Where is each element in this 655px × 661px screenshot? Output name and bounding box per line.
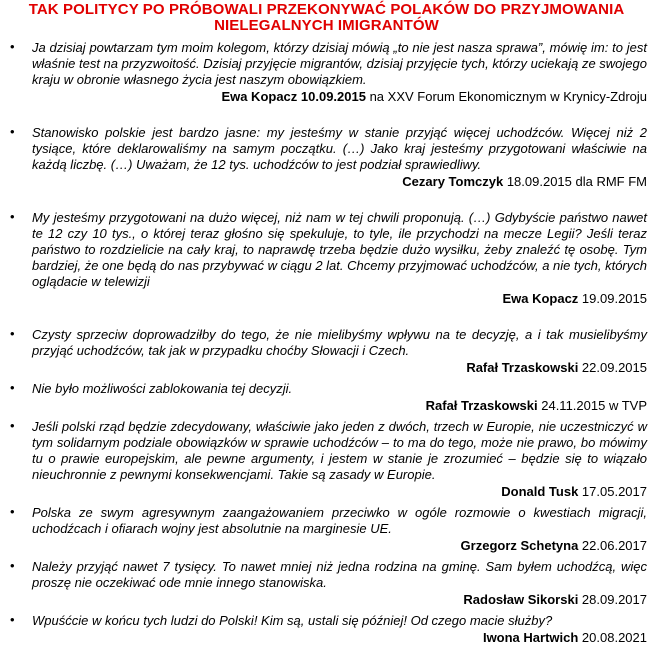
quote-source: na XXV Forum Ekonomicznym w Krynicy-Zdroju [365,89,647,104]
quotes-list [6,40,647,646]
quote-attribution [32,592,647,608]
quote-author: Rafał Trzaskowski [425,398,538,413]
quote-attribution [32,360,647,376]
quote-author: Ewa Kopacz 10.09.2015 [221,89,366,104]
quote-item [6,419,647,500]
bullet-icon: • [10,418,15,433]
quote-item [6,381,647,414]
quote-attribution [32,484,647,500]
quote-item [6,613,647,646]
bullet-icon: • [10,326,15,341]
quote-source: 19.09.2015 [578,291,647,306]
quote-text: Polska ze swym agresywnym zaangażowaniem przeciwko w ogóle rozmowie o kwestiach migracji, uchodźcach i ofiarach wojny jest absolutnie na marginesie UE. [32,505,647,536]
quote-source: 24.11.2015 w TVP [537,398,647,413]
quote-author: Grzegorz Schetyna [460,538,579,553]
quote-item [6,210,647,307]
quote-item [6,125,647,190]
quote-source: 18.09.2015 dla RMF FM [503,174,647,189]
quote-attribution [32,174,647,190]
quote-source: 28.09.2017 [578,592,647,607]
bullet-icon: • [10,124,15,139]
bullet-icon: • [10,504,15,519]
quote-attribution [32,398,647,414]
bullet-icon: • [10,612,15,627]
bullet-icon: • [10,39,15,54]
quote-attribution [32,538,647,554]
quote-item [6,327,647,376]
quote-text: Wpuśćcie w końcu tych ludzi do Polski! Kim są, ustali się później! Od czego macie służby? [32,613,553,628]
quote-author: Radosław Sikorski [463,592,579,607]
page-title [6,2,647,34]
quote-source: 22.06.2017 [578,538,647,553]
quote-author: Cezary Tomczyk [402,174,504,189]
quote-attribution [32,291,647,307]
bullet-icon: • [10,380,15,395]
quote-item [6,40,647,105]
quote-item [6,559,647,608]
quote-item [6,505,647,554]
title-line-1: TAK POLITYCY PO PRÓBOWALI PRZEKONYWAĆ POLAKÓW DO PRZYJMOWANIA [28,1,625,18]
bullet-icon: • [10,209,15,224]
quote-text: Nie było możliwości zablokowania tej decyzji. [32,381,293,396]
quote-attribution [32,630,647,646]
quote-author: Ewa Kopacz [502,291,579,306]
quote-author: Iwona Hartwich [482,630,579,645]
quote-text: Stanowisko polskie jest bardzo jasne: my jesteśmy w stanie przyjąć więcej uchodźców. Więcej niż 2 tysiące, które deklarowaliśmy na samym początku. (…) Jako kraj jesteśmy przygotowani właściwie na każdą liczbę. (…) Uważam, że 12 tys. uchodźców to jest podział sprawiedliwy. [32,125,647,172]
quote-attribution [32,89,647,105]
quote-text: Jeśli polski rząd będzie zdecydowany, właściwie jako jeden z dwóch, trzech w Europie, nie uczestniczyć w tym solidarnym podziale obowiązków w sprawie uchodźców – to ma do tego, może nie prawo, bo mówimy tu o prawie europejskim, ale pewne argumenty, i jestem w stanie je zrozumieć – będzie się to wiązało nieuchronnie z pewnymi konsekwencjami. Takie są zasady w Europie. [32,419,647,482]
quote-source: 22.09.2015 [578,360,647,375]
quote-text: Ja dzisiaj powtarzam tym moim kolegom, którzy dzisiaj mówią „to nie jest nasza sprawa”, mówię im: to jest właśnie test na przyzwoitość. Dzisiaj przyjęcie migrantów, dzisiaj przyjęcie tych, którzy uciekają ze swojego kraju w obronie własnego życia jest naszym obowiązkiem. [32,40,647,87]
quote-author: Rafał Trzaskowski [466,360,579,375]
quote-source: 17.05.2017 [578,484,647,499]
title-line-2: NIELEGALNYCH IMIGRANTÓW [214,17,439,34]
quote-text: Czysty sprzeciw doprowadziłby do tego, że nie mielibyśmy wpływu na te decyzję, a i tak musielibyśmy przyjąć uchodźców, tak jak w przypadku choćby Słowacji i Czech. [32,327,647,358]
quote-author: Donald Tusk [501,484,579,499]
bullet-icon: • [10,558,15,573]
quote-text: Należy przyjąć nawet 7 tysięcy. To nawet mniej niż jedna rodzina na gminę. Sam byłem uchodźcą, więc proszę nie oczekiwać ode mnie innego stanowiska. [32,559,647,590]
quote-source: 20.08.2021 [578,630,647,645]
quote-text: My jesteśmy przygotowani na dużo więcej, niż nam w tej chwili proponują. (…) Gdybyście państwo nawet te 12 czy 10 tys., o której teraz głośno się spekuluje, to tyle, ile przychodzi na mecze Legii? Jeśli teraz państwo to rozdzielicie na cały kraj, to naprawdę trzeba będzie dużo wysiłku, żeby znaleźć tę osobę. Tym bardziej, że one będą do nas przybywać w ciągu 2 lat. Chcemy przyjmować uchodźców, a nie tych, których oglądacie w telewizji [32,210,647,289]
